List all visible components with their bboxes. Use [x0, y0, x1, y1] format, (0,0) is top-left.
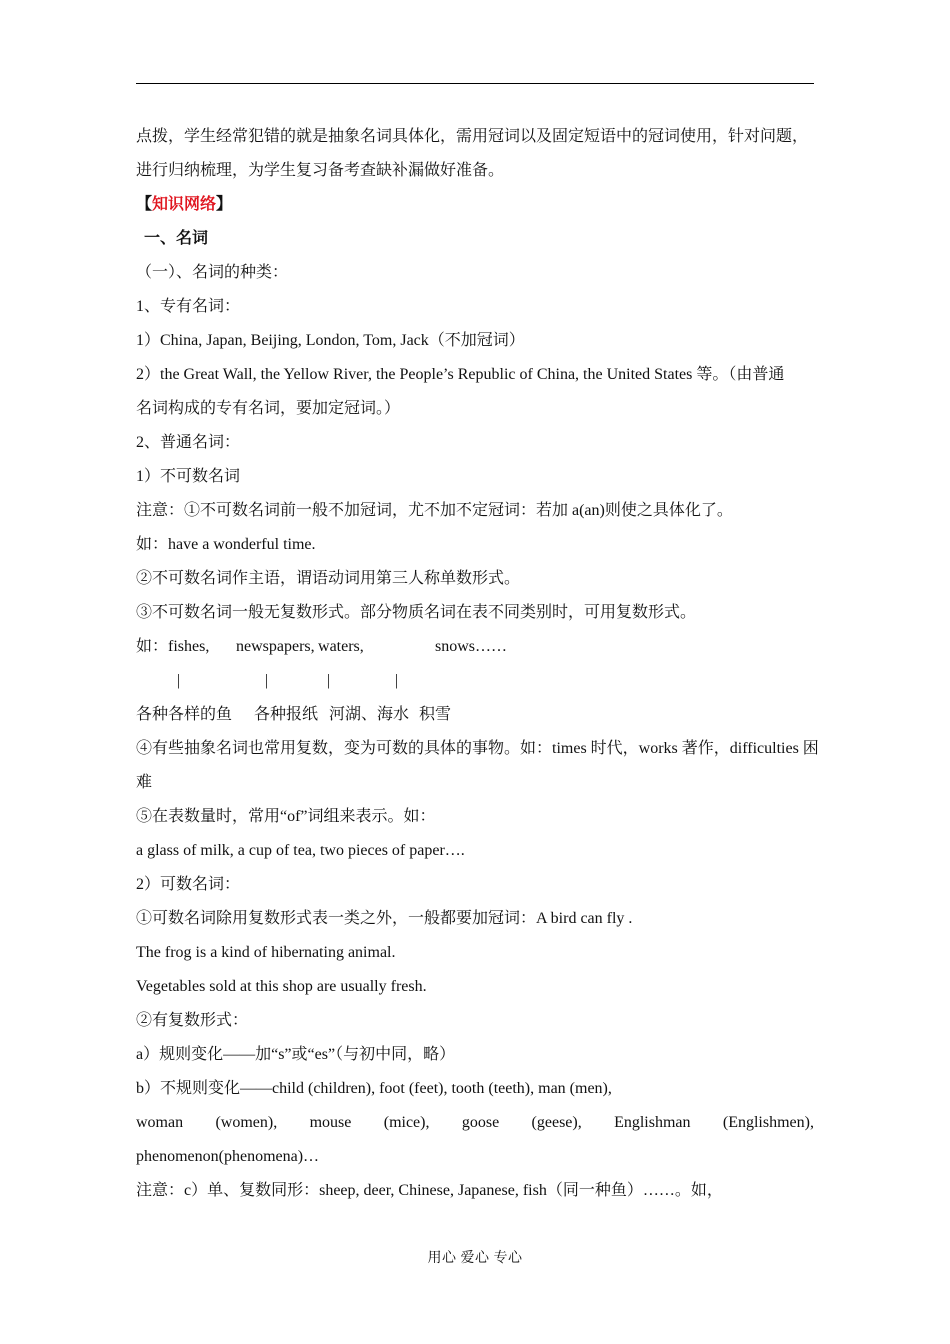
rule-b-end: phenomenon(phenomena)… [136, 1148, 320, 1165]
countable-rule-1: ①可数名词除用复数形式表一类之外，一般都要加冠词：A bird can fly . [136, 910, 633, 927]
irregular-word: (women), [215, 1114, 278, 1131]
intro-line-1: 点拨，学生经常犯错的就是抽象名词具体化，需用冠词以及固定短语中的冠词使用，针对问题， [136, 128, 809, 145]
irregular-word: woman [136, 1114, 184, 1131]
irregular-word: (mice), [383, 1114, 430, 1131]
header-rule [136, 83, 814, 84]
rule-b: b）不规则变化——child (children), foot (feet), tooth (teeth), man (men), [136, 1080, 612, 1097]
plural-meaning: 积雪 [419, 706, 452, 723]
plural-meaning: 河湖、海水 [329, 706, 410, 723]
plural-meaning: 各种各样的鱼 [136, 706, 233, 723]
connector-bar: | [327, 672, 331, 689]
heading-knowledge-network: 知识网络 [152, 196, 217, 213]
plural-words-row [136, 630, 814, 664]
common-noun-title: 2、普通名词： [136, 434, 241, 451]
proper-noun-item-2-line-2: 名词构成的专有名词，要加定冠词。） [136, 400, 401, 417]
rule-a: a）规则变化——加“s”或“es”（与初中同，略） [136, 1046, 456, 1063]
irregular-word: (Englishmen), [722, 1114, 814, 1131]
uncountable-title: 1）不可数名词 [136, 468, 241, 485]
proper-noun-title: 1、专有名词： [136, 298, 241, 315]
irregular-word: mouse [309, 1114, 352, 1131]
intro-line-2: 进行归纳梳理，为学生复习备考查缺补漏做好准备。 [136, 162, 505, 179]
countable-example-1: The frog is a kind of hibernating animal. [136, 944, 396, 961]
rule-b-words-row [136, 1106, 814, 1140]
plural-word: waters, [318, 638, 364, 655]
connector-bar: | [265, 672, 269, 689]
note-4-line-1: ④有些抽象名词也常用复数，变为可数的具体的事物。如：times 时代，works 著作，difficulties 困 [136, 740, 819, 757]
countable-title: 2）可数名词： [136, 876, 241, 893]
note-3: ③不可数名词一般无复数形式。部分物质名词在表不同类别时，可用复数形式。 [136, 604, 697, 621]
sub-heading-types: （一）、名词的种类： [136, 264, 289, 281]
note-1: 注意：①不可数名词前一般不加冠词，尤不加不定冠词：若加 a(an)则使之具体化了。 [136, 502, 733, 519]
plural-bars-row [136, 664, 814, 698]
example-5: a glass of milk, a cup of tea, two pieces of paper…. [136, 842, 465, 859]
note-c: 注意：c）单、复数同形：sheep, deer, Chinese, Japanese, fish（同一种鱼）……。如， [136, 1182, 723, 1199]
connector-bar: | [395, 672, 399, 689]
page-footer: 用心 爱心 专心 [427, 1251, 523, 1266]
note-4-line-2: 难 [136, 774, 153, 791]
connector-bar: | [177, 672, 181, 689]
document-body [136, 120, 819, 1208]
note-2: ②不可数名词作主语，谓语动词用第三人称单数形式。 [136, 570, 521, 587]
note-5: ⑤在表数量时，常用“of”词组来表示。如： [136, 808, 436, 825]
heading-noun: 一、名词 [144, 230, 209, 247]
irregular-word: Englishman [614, 1114, 691, 1131]
plural-prefix: 如： [136, 638, 169, 655]
irregular-word: (geese), [531, 1114, 582, 1131]
heading-bracket-close: 】 [216, 196, 233, 213]
proper-noun-item-2-line-1: 2）the Great Wall, the Yellow River, the People’s Republic of China, the United States 等。（由普通 [136, 366, 785, 383]
proper-noun-item-1: 1）China, Japan, Beijing, London, Tom, Jack（不加冠词） [136, 332, 525, 349]
example-1: 如：have a wonderful time. [136, 536, 316, 553]
plural-word: fishes, [168, 638, 210, 655]
plural-word: newspapers, [236, 638, 315, 655]
irregular-word: goose [461, 1114, 500, 1131]
section-heading [136, 188, 814, 222]
plural-meanings-row [136, 698, 814, 732]
plural-meaning: 各种报纸 [254, 706, 319, 723]
countable-example-2: Vegetables sold at this shop are usually fresh. [136, 978, 427, 995]
heading-bracket-open: 【 [136, 196, 153, 213]
countable-rule-2: ②有复数形式： [136, 1012, 249, 1029]
plural-word: snows…… [435, 638, 508, 655]
